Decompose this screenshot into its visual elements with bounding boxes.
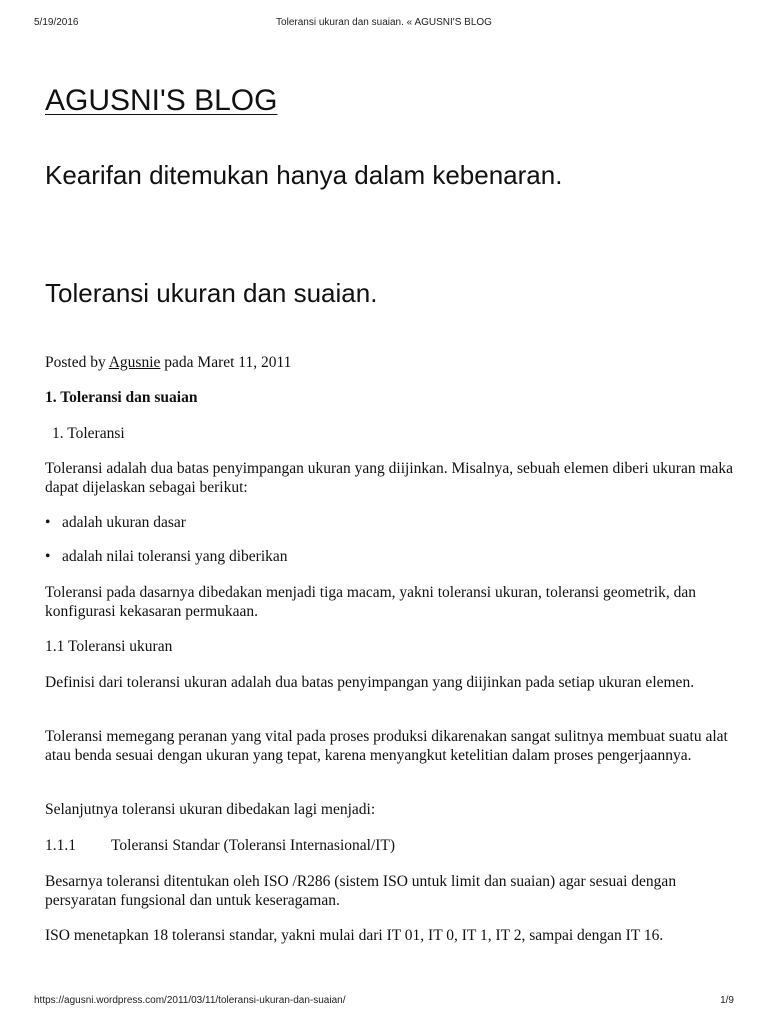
blog-title-link[interactable]: AGUSNI'S BLOG [45, 84, 278, 117]
section-heading: 1. Toleransi dan suaian [45, 389, 198, 406]
bullet-item: • adalah ukuran dasar [45, 513, 186, 532]
author-link[interactable]: Agusnie [108, 354, 161, 371]
paragraph-7: ISO menetapkan 18 toleransi standar, yakni mulai dari IT 01, IT 0, IT 1, IT 2, sampai dengan IT 16. [45, 927, 664, 944]
subheading-1-1-1 [45, 836, 735, 855]
paragraph-3: Definisi dari toleransi ukuran adalah dua batas penyimpangan yang diijinkan pada setiap ukuran elemen. [45, 674, 695, 691]
meta-suffix: pada Maret 11, 2011 [160, 354, 292, 371]
print-date: 5/19/2016 [34, 17, 79, 28]
meta-prefix: Posted by [45, 354, 109, 371]
subheading-1-1: 1.1 Toleransi ukuran [45, 638, 173, 655]
blog-tagline: Kearifan ditemukan hanya dalam kebenaran. [45, 160, 563, 190]
paragraph-1: Toleransi adalah dua batas penyimpangan ukuran yang diijinkan. Misalnya, sebuah elemen diberi ukuran maka dapat dijelaskan sebagai berikut: [45, 460, 734, 496]
sub-item-toleransi: 1. Toleransi [52, 425, 125, 442]
paragraph-4: Toleransi memegang peranan yang vital pada proses produksi dikarenakan sangat sulitnya membuat suatu alat atau benda sesuai dengan ukuran yang tepat, karena menyangkut ketelitian dalam proses pengerjaannya. [45, 728, 728, 764]
paragraph-2: Toleransi pada dasarnya dibedakan menjadi tiga macam, yakni toleransi ukuran, toleransi geometrik, dan konfigurasi kekasaran permukaan. [45, 584, 696, 620]
print-page-title: Toleransi ukuran dan suaian. « AGUSNI'S BLOG [276, 17, 492, 28]
subheading-number: 1.1.1 [45, 837, 76, 854]
paragraph-6: Besarnya toleransi ditentukan oleh ISO /R286 (sistem ISO untuk limit dan suaian) agar sesuai dengan persyaratan fungsional dan untuk keseragaman. [45, 873, 677, 909]
post-title: Toleransi ukuran dan suaian. [45, 278, 378, 308]
print-url: https://agusni.wordpress.com/2011/03/11/toleransi-ukuran-dan-suaian/ [34, 995, 346, 1006]
paragraph-5: Selanjutnya toleransi ukuran dibedakan lagi menjadi: [45, 801, 376, 818]
print-page-number: 1/9 [720, 995, 734, 1006]
subheading-text: Toleransi Standar (Toleransi Internasional/IT) [111, 837, 396, 854]
bullet-item: • adalah nilai toleransi yang diberikan [45, 547, 288, 566]
post-meta [45, 353, 735, 372]
